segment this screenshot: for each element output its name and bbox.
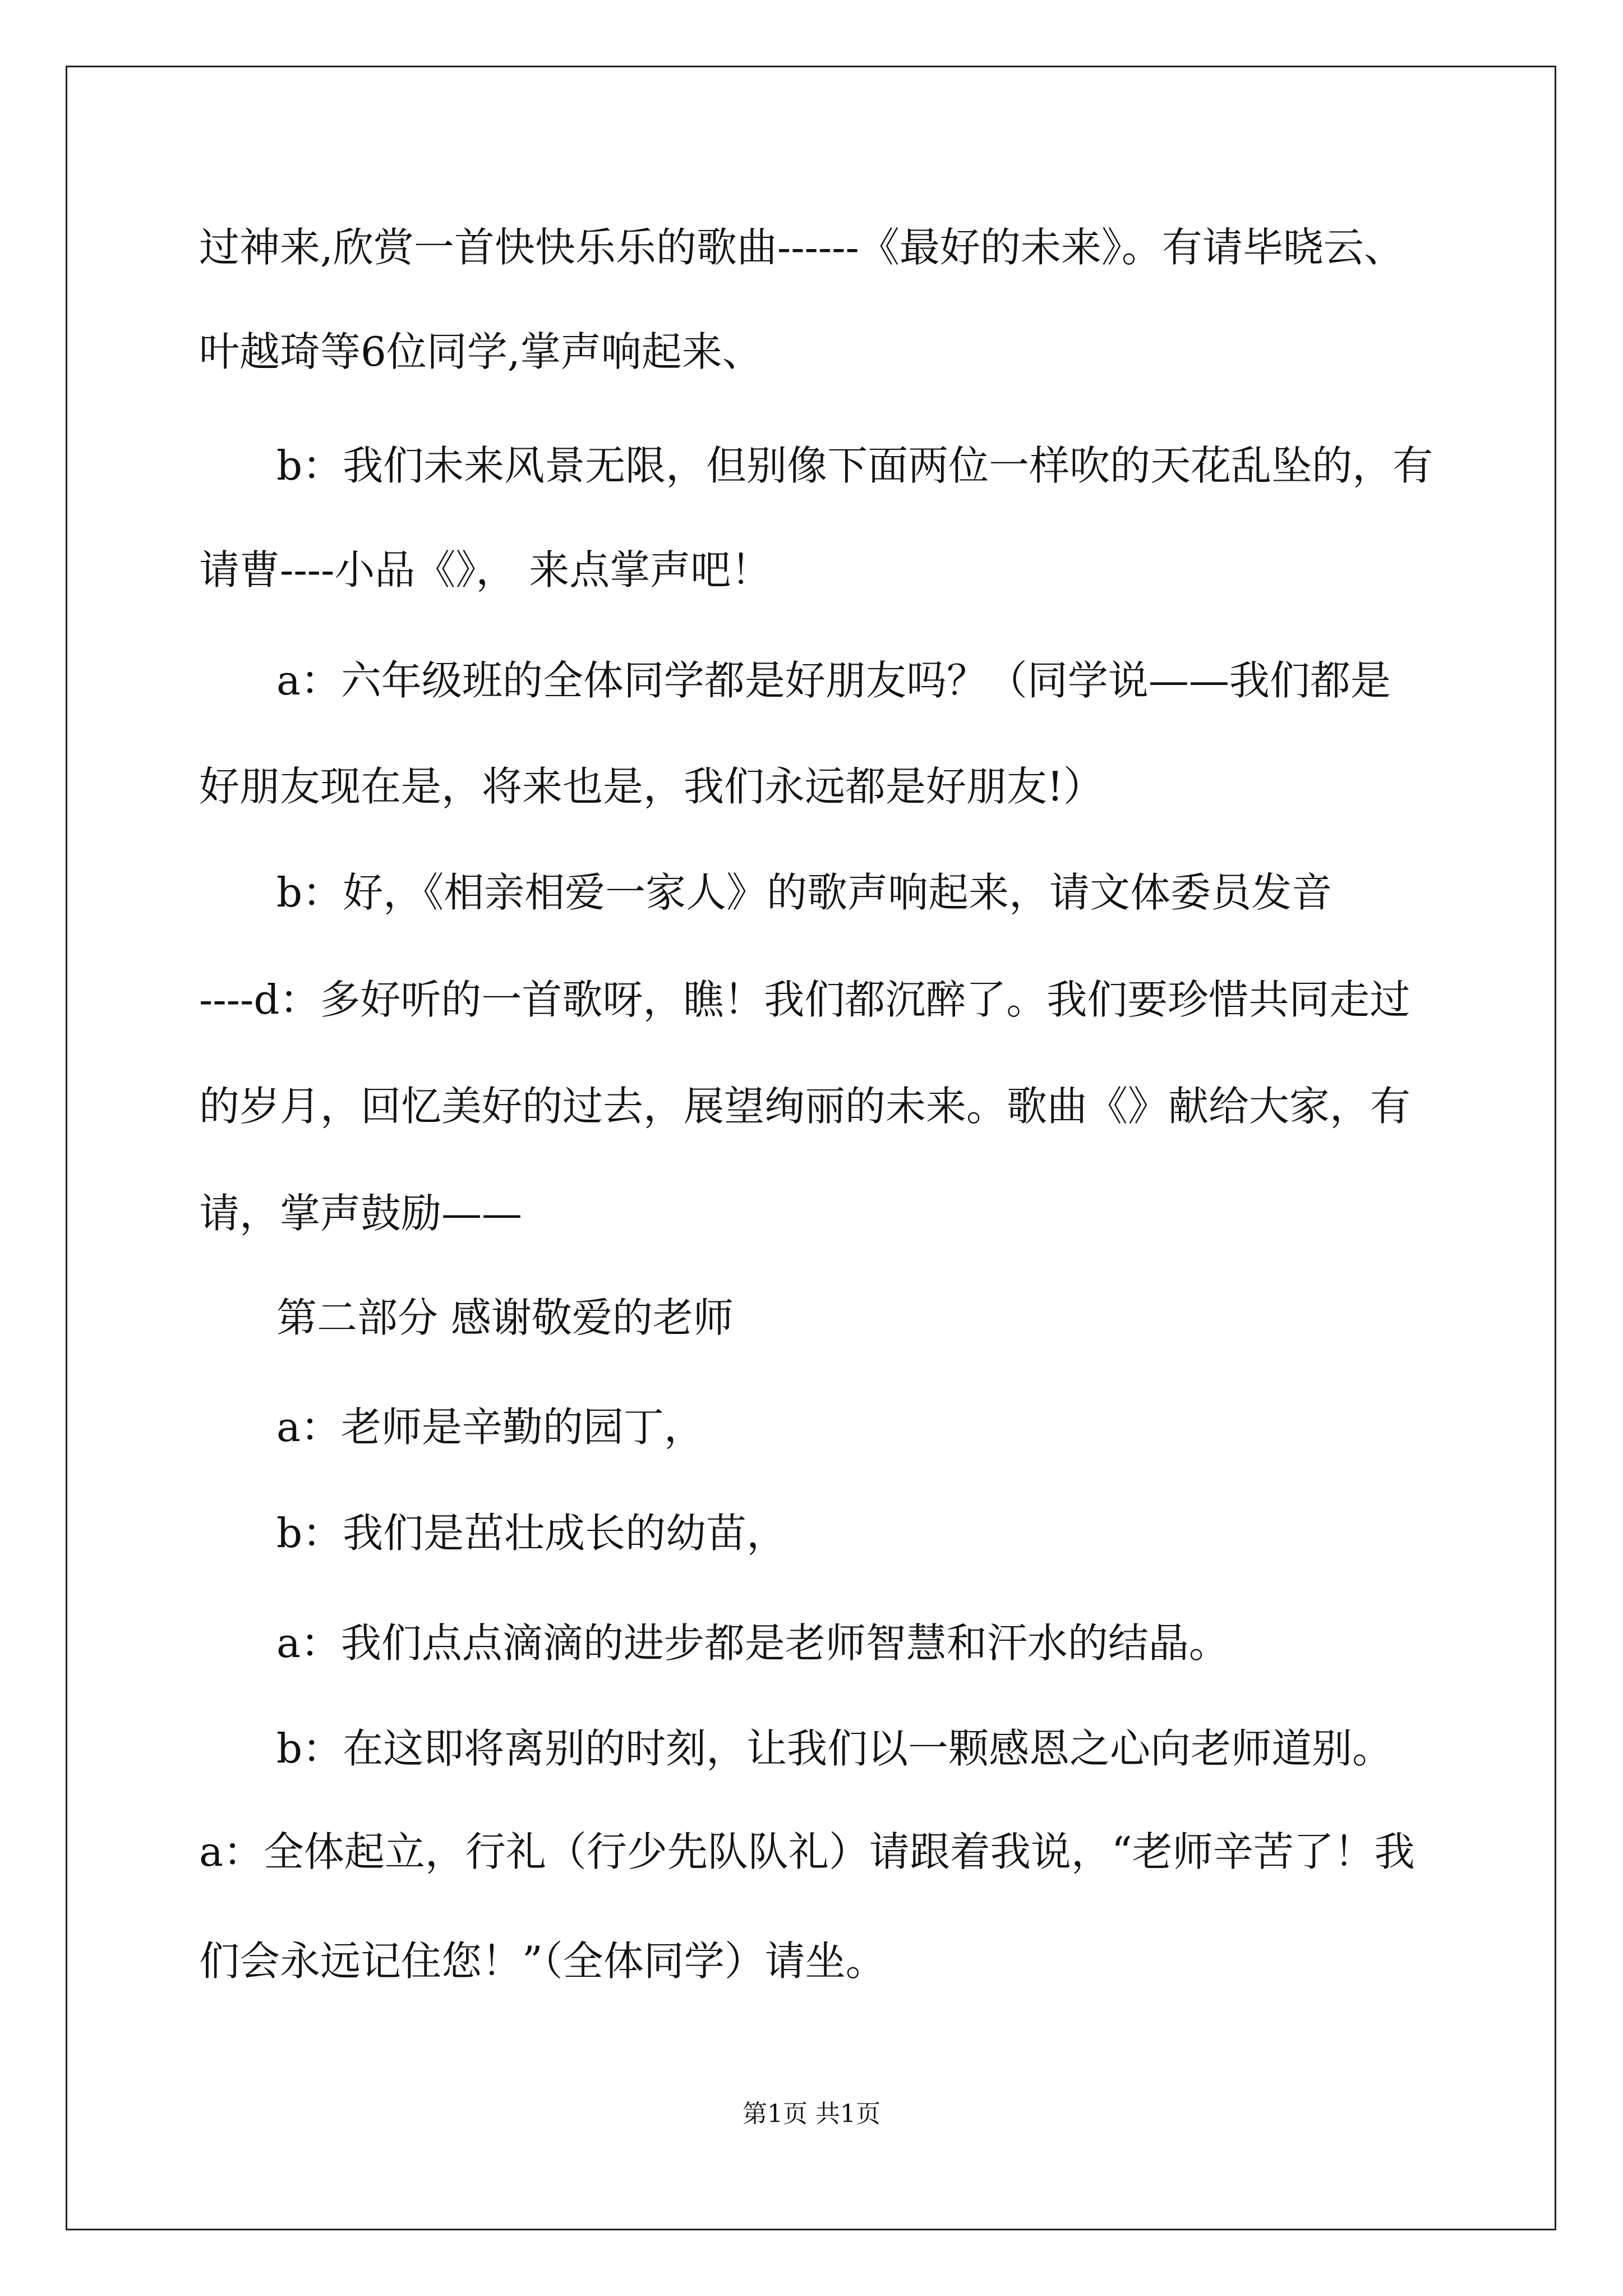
text-line-17: 们会永远记住您！”（全体同学）请坐。 bbox=[199, 1938, 886, 1985]
section-heading: 第二部分 感谢敬爱的老师 bbox=[276, 1294, 734, 1341]
text-line-4: 请曹----小品《》， 来点掌声吧！ bbox=[199, 546, 772, 593]
text-line-8: ----d：多好听的一首歌呀，瞧！我们都沉醉了。我们要珍惜共同走过 bbox=[199, 976, 1410, 1023]
text-line-13: b：我们是茁壮成长的幼苗， bbox=[276, 1510, 787, 1557]
text-line-2: 叶越琦等6位同学,掌声响起来、 bbox=[199, 328, 763, 375]
text-line-5: a：六年级班的全体同学都是好朋友吗？（同学说——我们都是 bbox=[276, 657, 1391, 704]
page-footer: 第1页 共1页 bbox=[743, 2100, 880, 2128]
text-line-1: 过神来,欣赏一首快快乐乐的歌曲------《最好的未来》。有请毕晓云、 bbox=[199, 224, 1404, 271]
text-line-6: 好朋友现在是，将来也是，我们永远都是好朋友!） bbox=[199, 763, 1104, 810]
text-line-7: b：好，《相亲相爱一家人》的歌声响起来，请文体委员发音 bbox=[276, 869, 1332, 916]
page-border bbox=[66, 66, 1556, 2230]
text-line-10: 请，掌声鼓励—— bbox=[199, 1190, 523, 1237]
text-line-15: b：在这即将离别的时刻，让我们以一颗感恩之心向老师道别。 bbox=[276, 1725, 1393, 1772]
text-line-16: a：全体起立，行礼（行少先队队礼）请跟着我说，“老师辛苦了！我 bbox=[199, 1828, 1415, 1875]
text-line-3: b：我们未来风景无限，但别像下面两位一样吹的天花乱坠的，有 bbox=[276, 442, 1433, 489]
text-line-14: a：我们点点滴滴的进步都是老师智慧和汗水的结晶。 bbox=[276, 1619, 1229, 1667]
text-line-9: 的岁月，回忆美好的过去，展望绚丽的未来。歌曲《》献给大家，有 bbox=[199, 1083, 1411, 1130]
text-line-12: a：老师是辛勤的园丁， bbox=[276, 1404, 704, 1451]
